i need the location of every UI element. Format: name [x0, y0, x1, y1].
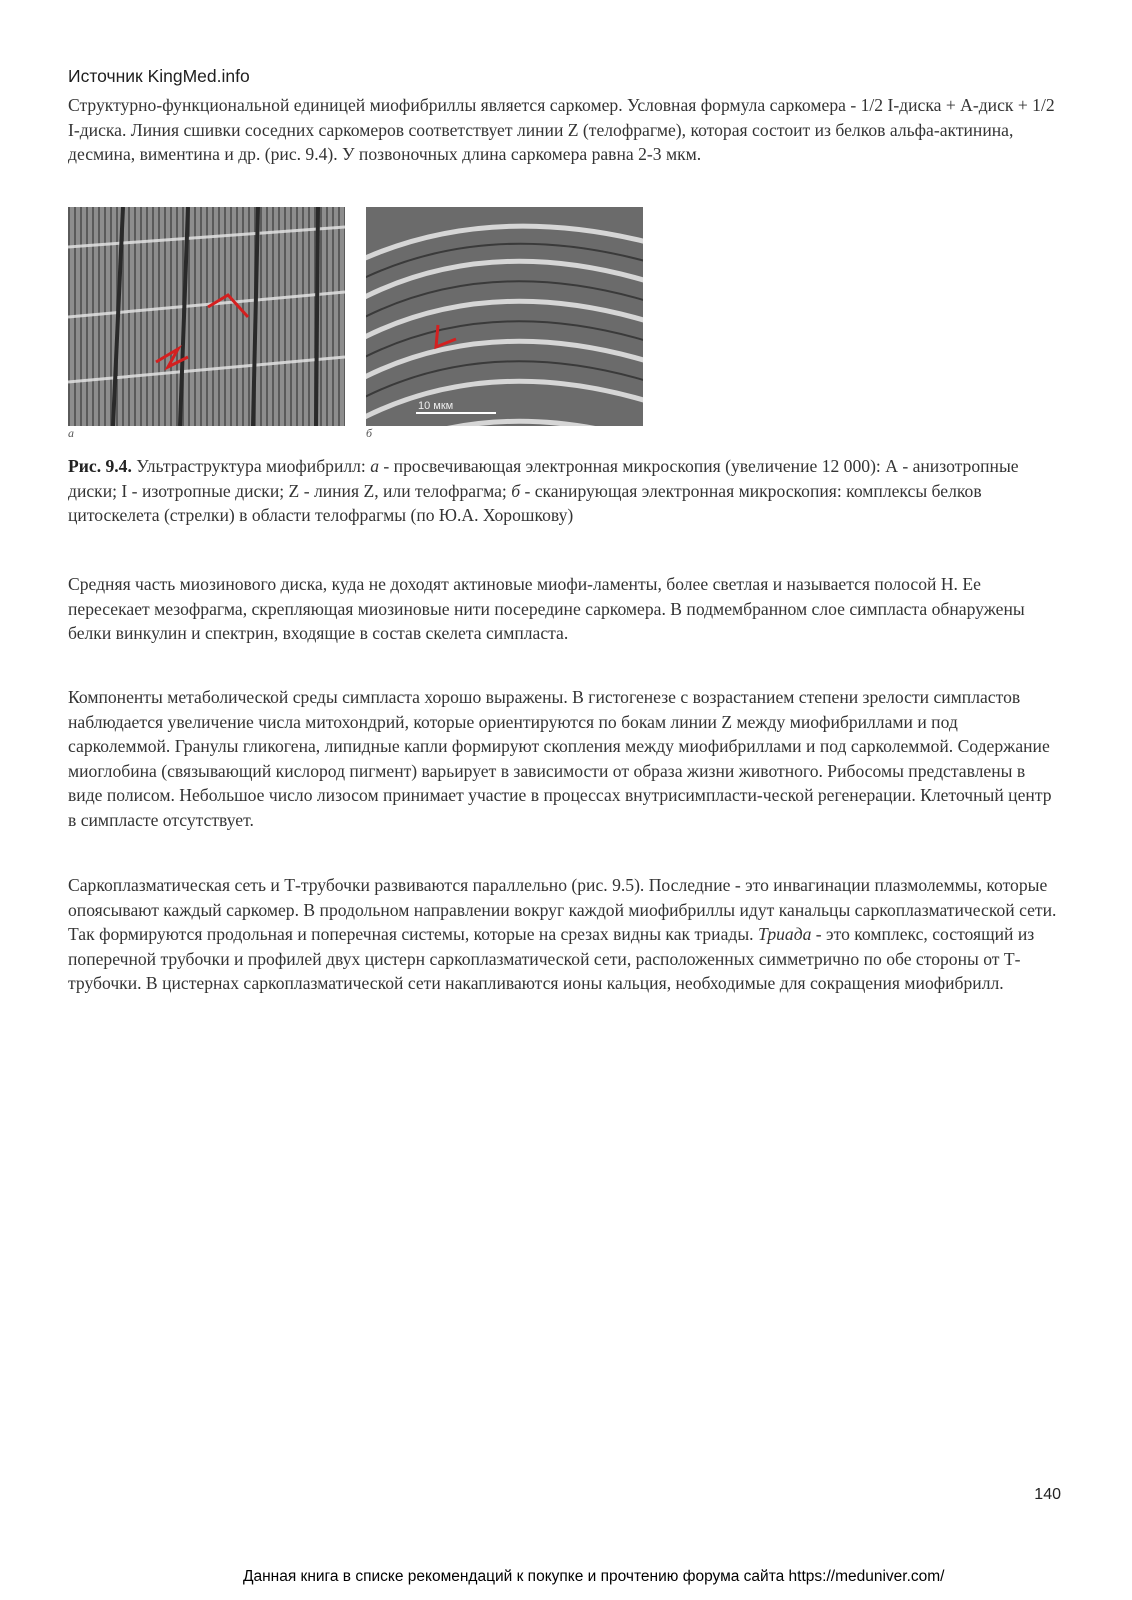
paragraph-metabolic-components: Компоненты метаболической среды симпласта хорошо выражены. В гистогенезе с возрастанием степени зрелости симпластов наблюдается увеличение числа митохондрий, которые ориентируются по бокам линии Z между миофибриллами и под сарколеммой. Гранулы гликогена, липидные капли формируют скопления между миофибриллами и под сарколеммой. Содержание миоглобина (связывающий кислород пигмент) варьирует в зависимости от образа жизни животного. Рибосомы представлены в виде полисом. Небольшое число лизосом принимает участие в процессах внутрисимпласти-ческой регенерации. Клеточный центр в симпласте отсутствует.	[68, 687, 1052, 830]
source-header: Источник KingMed.info	[68, 66, 250, 86]
figure-image-a	[68, 207, 345, 426]
figure-image-b	[366, 207, 643, 426]
caption-label-a: а	[370, 456, 380, 476]
figure-caption	[68, 454, 1063, 528]
caption-text-1: Ультраструктура миофибрилл:	[131, 456, 371, 476]
figure-label-b: б	[366, 426, 373, 440]
footer-note: Данная книга в списке рекомендаций к покупке и прочтению форума сайта https://meduniver.com/	[243, 1568, 945, 1585]
page-number: 140	[1034, 1486, 1061, 1503]
scale-bar-label: 10 мкм	[418, 400, 454, 412]
caption-number: Рис. 9.4.	[68, 456, 132, 476]
p4-text-1: Саркоплазматическая сеть и Т-трубочки развиваются параллельно (рис. 9.5). Последние - это инвагинации плазмолеммы, которые опоясывают каждый саркомер. В продольном направлении вокруг каждой миофибриллы идут канальцы саркоплазматической сети. Так формируются продольная и поперечная системы, которые на срезах видны как триады.	[68, 875, 1057, 945]
paragraph-sarcomere: Структурно-функциональной единицей миофибриллы является саркомер. Условная формула саркомера - 1/2 I-диска + А-диск + 1/2 I-диска. Линия сшивки соседних саркомеров соответствует линии Z (телофрагме), которая состоит из белков альфа-актинина, десмина, виментина и др. (рис. 9.4). У позвоночных длина саркомера равна 2-3 мкм.	[68, 95, 1055, 165]
figure-label-a: а	[68, 426, 74, 440]
caption-text-2: - просвечивающая электронная микроскопия (увеличение 12 000): А - анизотропные диски; I - изотропные диски; Z - линия Z, или телофрагма;	[68, 456, 1019, 501]
p4-text-2: - это комплекс, состоящий из поперечной трубочки и профилей двух цистерн саркоплазматической сети, расположенных симметрично по обе стороны от Т-трубочки. В цистернах саркоплазматической сети накапливаются ионы кальция, необходимые для сокращения миофибрилл.	[68, 924, 1035, 994]
caption-label-b: б	[511, 480, 521, 501]
paragraph-myosin-disc: Средняя часть миозинового диска, куда не доходят актиновые миофи-ламенты, более светлая и называется полосой Н. Ее пересекает мезофрагма, скрепляющая миозиновые нити посередине саркомера. В подмембранном слое симпласта обнаружены белки винкулин и спектрин, входящие в состав скелета симпласта.	[68, 574, 1025, 644]
p4-term-triad: Триада	[757, 924, 812, 945]
paragraph-sarcoplasmic-reticulum	[68, 873, 1063, 996]
caption-text-3: - сканирующая электронная микроскопия: комплексы белков цитоскелета (стрелки) в области телофрагмы (по Ю.А. Хорошкову)	[68, 480, 982, 526]
